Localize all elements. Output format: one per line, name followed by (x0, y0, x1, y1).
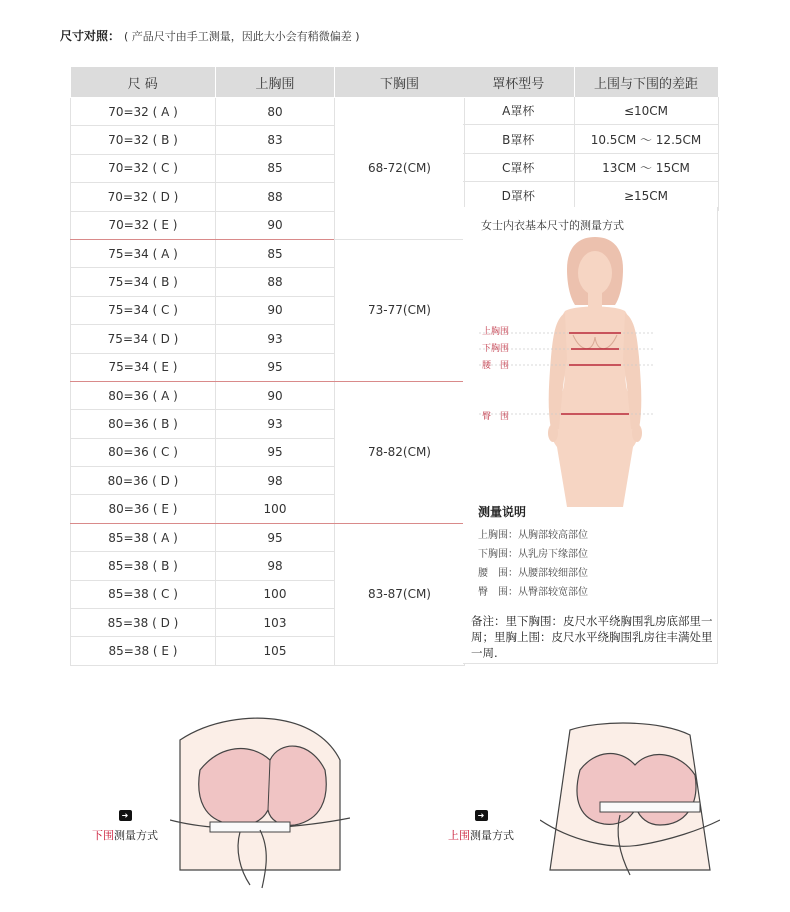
upper-cell: 103 (216, 609, 335, 637)
header-size: 尺 码 (71, 67, 216, 98)
size-cell: 75=34 ( C ) (71, 296, 216, 324)
diff-cell: ≤10CM (574, 97, 718, 125)
label-upper-bust: 上胸围 (482, 327, 510, 337)
arrow-right-icon: ➜ (119, 810, 132, 821)
body-figure-illustration (463, 207, 717, 507)
upper-bust-measure-illustration (540, 720, 720, 890)
upper-cell: 93 (216, 325, 335, 353)
cup-cell: B罩杯 (463, 125, 574, 153)
measure-panel (463, 207, 718, 664)
table-row (71, 381, 465, 409)
cup-cell: D罩杯 (463, 182, 574, 210)
size-cell: 70=32 ( C ) (71, 154, 216, 182)
arrow-right-icon: ➜ (475, 810, 488, 821)
size-cell: 85=38 ( C ) (71, 580, 216, 608)
diff-cell: 13CM ～ 15CM (574, 153, 718, 181)
page-note: ( 产品尺寸由手工测量，因此大小会有稍微偏差 ) (124, 30, 360, 43)
upper-cell: 95 (216, 438, 335, 466)
label-under-bust: 下胸围 (482, 344, 510, 354)
header (60, 27, 360, 44)
upper-cell: 90 (216, 381, 335, 409)
upper-cell: 90 (216, 296, 335, 324)
upper-cell: 85 (216, 239, 335, 267)
upper-cell: 93 (216, 410, 335, 438)
desc-line: 臀 围：从臀部较宽部位 (478, 587, 588, 598)
size-cell: 70=32 ( A ) (71, 98, 216, 126)
size-cell: 70=32 ( B ) (71, 126, 216, 154)
size-cell: 80=36 ( A ) (71, 381, 216, 409)
upper-cell: 98 (216, 552, 335, 580)
under-bust-caption-rest: 测量方式 (114, 829, 158, 842)
size-cell: 70=32 ( E ) (71, 211, 216, 239)
upper-cell: 88 (216, 268, 335, 296)
size-cell: 75=34 ( B ) (71, 268, 216, 296)
diff-cell: 10.5CM ～ 12.5CM (574, 125, 718, 153)
under-group-cell: 78-82(CM) (335, 381, 465, 523)
upper-bust-caption (448, 810, 514, 843)
upper-cell: 80 (216, 98, 335, 126)
header-upper-bust: 上胸围 (216, 67, 335, 98)
upper-cell: 105 (216, 637, 335, 665)
table-row (463, 182, 718, 210)
desc-line: 腰 围：从腰部较细部位 (478, 568, 588, 579)
measure-remark: 备注：里下胸围：皮尺水平绕胸围乳房底部里一周；里胸上围：皮尺水平绕胸围乳房往丰满处里一周. (471, 614, 713, 660)
upper-cell: 100 (216, 580, 335, 608)
upper-bust-caption-red: 上围 (448, 829, 470, 842)
upper-cell: 88 (216, 183, 335, 211)
cup-table (463, 67, 719, 211)
size-cell: 75=34 ( E ) (71, 353, 216, 381)
size-cell: 80=36 ( B ) (71, 410, 216, 438)
under-bust-caption (92, 810, 158, 843)
size-cell: 85=38 ( A ) (71, 523, 216, 551)
size-cell: 85=38 ( E ) (71, 637, 216, 665)
size-cell: 80=36 ( E ) (71, 495, 216, 523)
table-row (71, 239, 465, 267)
size-cell: 75=34 ( A ) (71, 239, 216, 267)
size-cell: 75=34 ( D ) (71, 325, 216, 353)
diff-cell: ≥15CM (574, 182, 718, 210)
size-cell: 70=32 ( D ) (71, 183, 216, 211)
size-cell: 85=38 ( B ) (71, 552, 216, 580)
upper-bust-caption-rest: 测量方式 (470, 829, 514, 842)
table-row (463, 97, 718, 125)
table-row (463, 125, 718, 153)
under-group-cell: 83-87(CM) (335, 523, 465, 665)
measure-panel-title: 女士内衣基本尺寸的测量方式 (481, 219, 624, 232)
header-under-bust: 下胸围 (335, 67, 465, 98)
measure-desc-title: 测量说明 (478, 505, 527, 519)
label-waist: 腰 围 (482, 361, 510, 371)
under-bust-measure-illustration (170, 700, 350, 890)
upper-cell: 90 (216, 211, 335, 239)
desc-line: 下胸围：从乳房下缘部位 (478, 549, 588, 560)
header-diff: 上围与下围的差距 (574, 67, 718, 97)
size-cell: 80=36 ( C ) (71, 438, 216, 466)
upper-cell: 85 (216, 154, 335, 182)
upper-cell: 98 (216, 467, 335, 495)
cup-cell: A罩杯 (463, 97, 574, 125)
under-bust-caption-red: 下围 (92, 829, 114, 842)
table-row (71, 98, 465, 126)
cup-table-header (463, 67, 718, 97)
size-cell: 85=38 ( D ) (71, 609, 216, 637)
cup-cell: C罩杯 (463, 153, 574, 181)
size-cell: 80=36 ( D ) (71, 467, 216, 495)
upper-cell: 95 (216, 353, 335, 381)
table-row (71, 523, 465, 551)
upper-cell: 95 (216, 523, 335, 551)
under-group-cell: 73-77(CM) (335, 239, 465, 381)
label-hip: 臀 围 (482, 412, 510, 422)
desc-line: 上胸围：从胸部较高部位 (478, 530, 588, 541)
header-cup: 罩杯型号 (463, 67, 574, 97)
size-table (70, 67, 465, 666)
under-group-cell: 68-72(CM) (335, 98, 465, 240)
upper-cell: 100 (216, 495, 335, 523)
page-title: 尺寸对照： (60, 29, 121, 43)
upper-cell: 83 (216, 126, 335, 154)
table-row (463, 153, 718, 181)
size-table-header (71, 67, 465, 98)
